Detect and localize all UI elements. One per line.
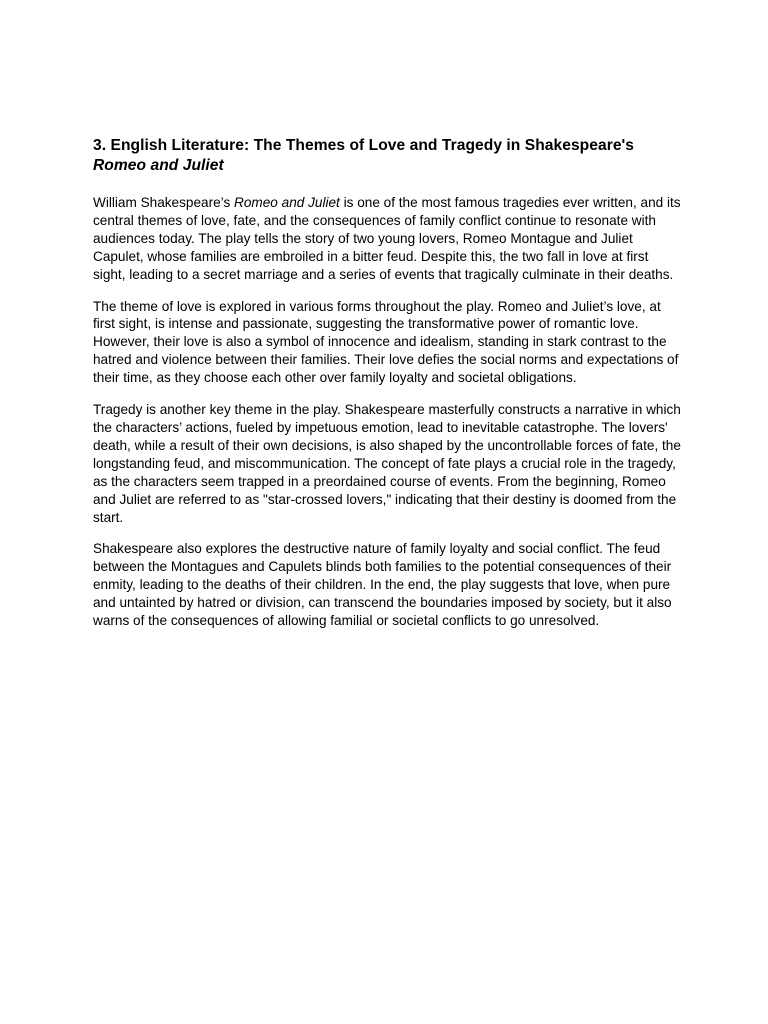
title-main: 3. English Literature: The Themes of Love and Tragedy in Shakespeare's — [93, 137, 635, 154]
title-italic: Romeo and Juliet — [93, 157, 224, 174]
paragraph-3: Tragedy is another key theme in the play. Shakespeare masterfully constructs a narrative in which the characters’ actions, fueled by impetuous emotion, lead to inevitable catastrophe. The lovers' death, while a result of their own decisions, is also shaped by the uncontrollable forces of fate, the longstanding feud, and miscommunication. The concept of fate plays a crucial role in the tragedy, as the characters seem trapped in a preordained course of events. From the beginning, Romeo and Juliet are referred to as "star-crossed lovers," indicating that their destiny is doomed from the start. — [93, 402, 681, 525]
paragraph-2: The theme of love is explored in various forms throughout the play. Romeo and Juliet’s love, at first sight, is intense and passionate, suggesting the transformative power of romantic love. However, their love is also a symbol of innocence and idealism, standing in stark contrast to the hatred and violence between their families. Their love defies the social norms and expectations of their time, as they choose each other over family loyalty and societal obligations. — [93, 298, 679, 386]
para1-before: William Shakespeare’s — [93, 195, 235, 210]
paragraph-4: Shakespeare also explores the destructive nature of family loyalty and social conflict. The feud between the Montagues and Capulets blinds both families to the potential consequences of their enmity, leading to the deaths of their children. In the end, the play suggests that love, when pure and untainted by hatred or division, can transcend the boundaries imposed by society, but it also warns of the consequences of allowing familial or societal conflicts to go unresolved. — [93, 541, 672, 629]
para1-italic: Romeo and Juliet — [234, 195, 340, 210]
document-page — [93, 136, 683, 644]
para1-after: is one of the most famous tragedies ever written, and its central themes of love, fate, and the consequences of family conflict continue to resonate with audiences today. The play tells the story of two young lovers, Romeo Montague and Juliet Capulet, whose families are embroiled in a bitter feud. Despite this, the two fall in love at first sight, leading to a secret marriage and a series of events that tragically culminate in their deaths. — [93, 195, 681, 282]
page-title — [93, 136, 683, 176]
paragraph-1 — [93, 194, 683, 284]
